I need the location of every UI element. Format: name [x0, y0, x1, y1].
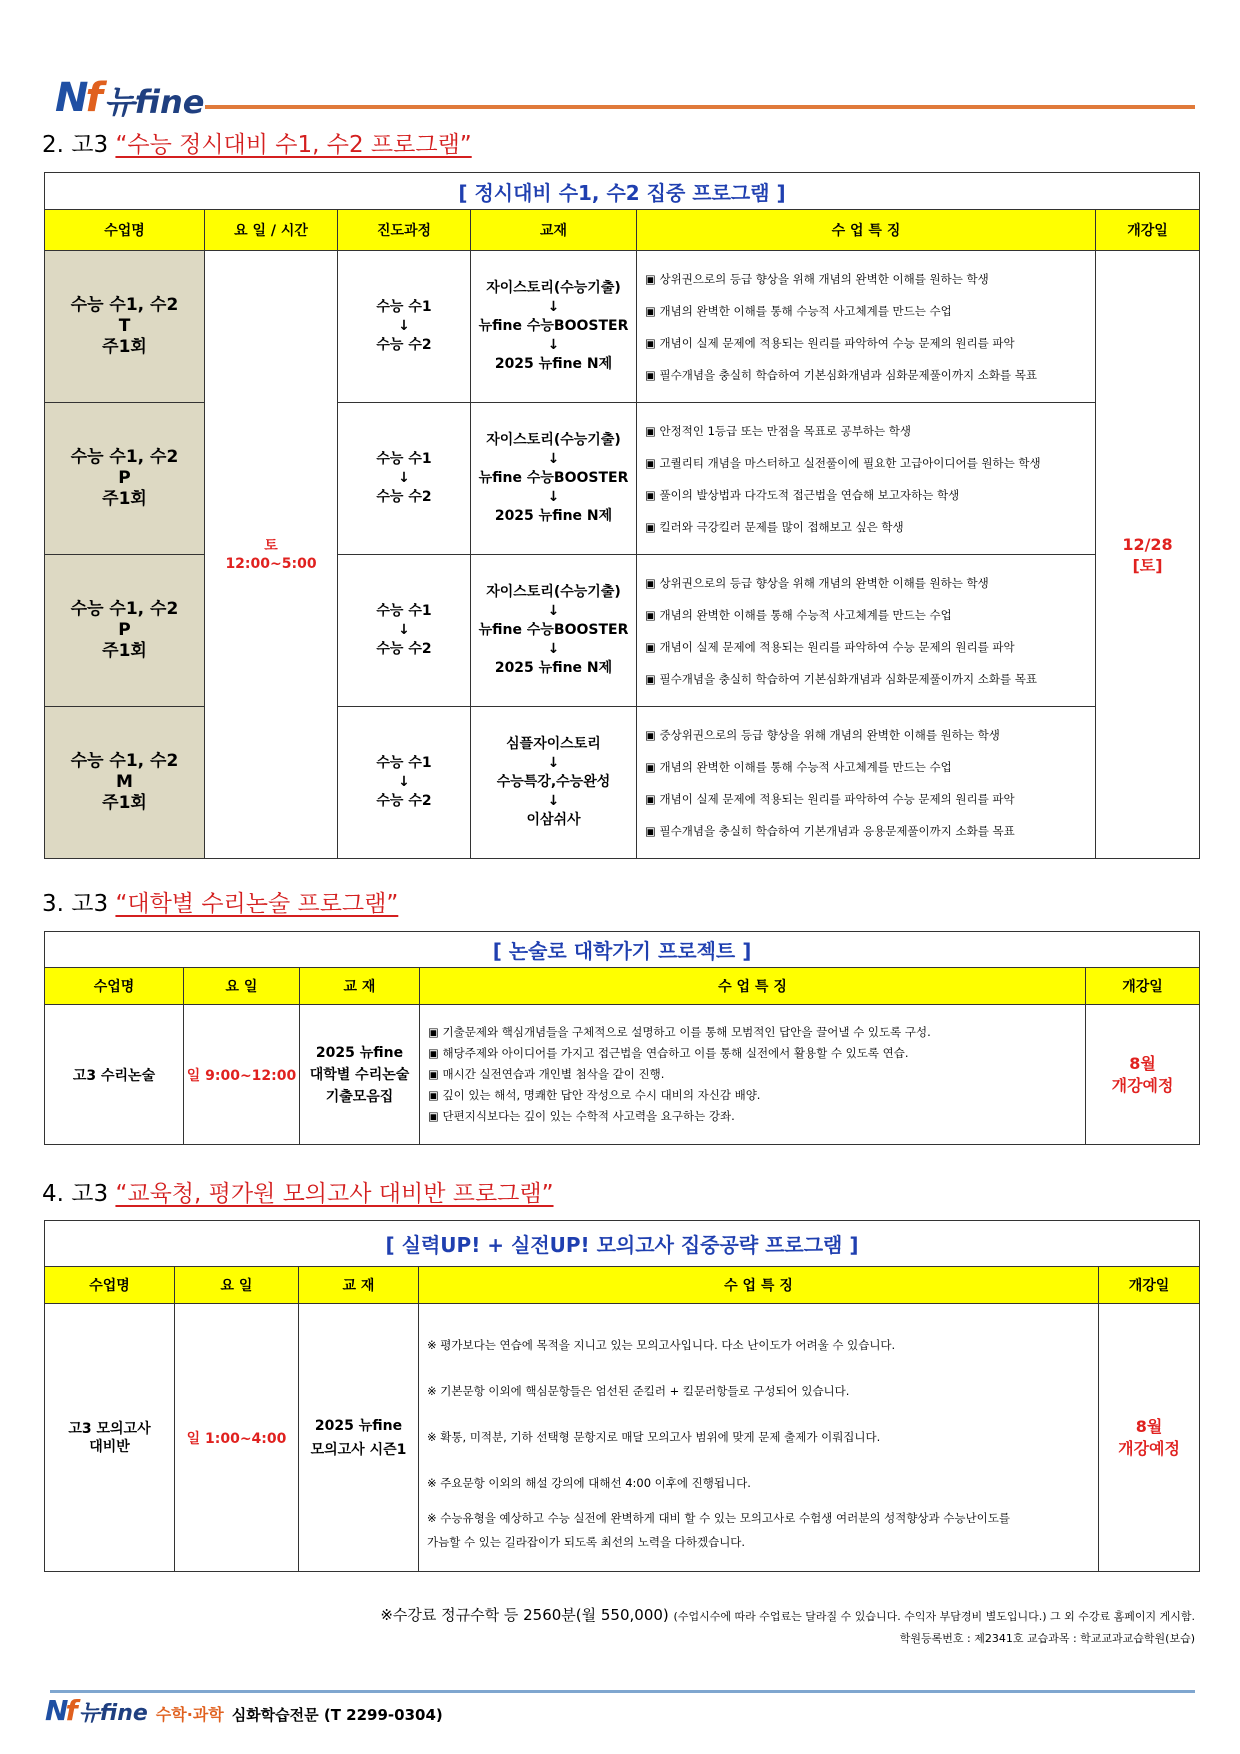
col-header: 교 재	[300, 968, 420, 1005]
textbooks: 자이스토리(수능기출) ↓ 뉴fine 수능BOOSTER ↓ 2025 뉴fine N제	[471, 403, 637, 555]
class-features: ▣ 중상위권으로의 등급 향상을 위해 개념의 완벽한 이해를 원하는 학생 ▣ 개념의 완벽한 이해를 통해 수능적 사고체계를 만드는 수업 ▣ 개념이 실제 문제에 적용되는 원리를 파악하여 수능 문제의 원리를 파악 ▣ 필수개념을 충실히 학습하여 기본개념과 응용문제풀이까지 소화를 목표	[637, 707, 1096, 859]
col-header: 진도과정	[338, 210, 471, 251]
class-features: ▣ 안정적인 1등급 또는 만점을 목표로 공부하는 학생 ▣ 고퀄리티 개념을 마스터하고 실전풀이에 필요한 고급아이디어를 원하는 학생 ▣ 풀이의 발상법과 다각도적 접근법을 연습해 보고자하는 학생 ▣ 킬러와 극강킬러 문제를 많이 접해보고 싶은 학생	[637, 403, 1096, 555]
registration-number: 학원등록번호 : 제2341호 교습과목 : 학교교과교습학원(보습)	[899, 1632, 1195, 1645]
section3-title: 3. 고3 “대학별 수리논술 프로그램”	[42, 891, 399, 917]
brand-logo	[55, 58, 205, 121]
col-header: 개강일	[1086, 968, 1200, 1005]
footer-subjects: 수학·과학	[155, 1705, 224, 1724]
progress-course: 수능 수1 ↓ 수능 수2	[338, 403, 471, 555]
col-header: 수 업 특 징	[637, 210, 1096, 251]
class-name: 수능 수1, 수2 T 주1회	[45, 251, 205, 403]
col-header: 수 업 특 징	[419, 1267, 1099, 1304]
col-header: 수업명	[45, 968, 184, 1005]
table-row	[45, 1005, 1200, 1145]
class-name: 고3 수리논술	[45, 1005, 184, 1145]
textbooks: 2025 뉴fine 모의고사 시즌1	[299, 1304, 419, 1572]
col-header: 개강일	[1099, 1267, 1200, 1304]
textbooks: 자이스토리(수능기출) ↓ 뉴fine 수능BOOSTER ↓ 2025 뉴fine N제	[471, 251, 637, 403]
logo-mark: Nf	[45, 1694, 75, 1727]
textbooks: 자이스토리(수능기출) ↓ 뉴fine 수능BOOSTER ↓ 2025 뉴fine N제	[471, 555, 637, 707]
col-header: 요 일	[175, 1267, 299, 1304]
col-header: 수 업 특 징	[420, 968, 1086, 1005]
class-features: ▣ 상위권으로의 등급 향상을 위해 개념의 완벽한 이해를 원하는 학생 ▣ 개념의 완벽한 이해를 통해 수능적 사고체계를 만드는 수업 ▣ 개념이 실제 문제에 적용되는 원리를 파악하여 수능 문제의 원리를 파악 ▣ 필수개념을 충실히 학습하여 기본심화개념과 심화문제풀이까지 소화를 목표	[637, 555, 1096, 707]
class-features: ▣ 기출문제와 핵심개념들을 구체적으로 설명하고 이를 통해 모범적인 답안을 끌어낼 수 있도록 구성. ▣ 해당주제와 아이디어를 가지고 접근법을 연습하고 이를 통해 실전에서 활용할 수 있도록 연습. ▣ 매시간 실전연습과 개인별 첨삭을 같이 진행. ▣ 깊이 있는 해석, 명쾌한 답안 작성으로 수시 대비의 자신감 배양. ▣ 단편지식보다는 깊이 있는 수학적 사고력을 요구하는 강좌.	[420, 1005, 1086, 1145]
section3-table	[44, 931, 1200, 1145]
table-row	[45, 251, 1200, 403]
start-date: 8월 개강예정	[1099, 1304, 1200, 1572]
class-name: 고3 모의고사 대비반	[45, 1304, 175, 1572]
col-header: 요 일	[184, 968, 300, 1005]
col-header: 교 재	[299, 1267, 419, 1304]
start-date: 12/28 [토]	[1096, 251, 1200, 859]
section4-table	[44, 1220, 1200, 1572]
col-header: 수업명	[45, 210, 205, 251]
section3-banner: [ 논술로 대학가기 프로젝트 ]	[45, 932, 1200, 968]
class-schedule: 일 1:00~4:00	[175, 1304, 299, 1572]
footer-divider	[50, 1690, 1195, 1693]
start-date: 8월 개강예정	[1086, 1005, 1200, 1145]
class-name: 수능 수1, 수2 M 주1회	[45, 707, 205, 859]
header-divider	[205, 105, 1195, 109]
section2-title: 2. 고3 “수능 정시대비 수1, 수2 프로그램”	[42, 132, 472, 158]
section4-title: 4. 고3 “교육청, 평가원 모의고사 대비반 프로그램”	[42, 1181, 554, 1207]
class-schedule: 토 12:00~5:00	[205, 251, 338, 859]
class-schedule: 일 9:00~12:00	[184, 1005, 300, 1145]
textbooks: 심플자이스토리 ↓ 수능특강,수능완성 ↓ 이삼쉬사	[471, 707, 637, 859]
section2-table	[44, 172, 1200, 859]
col-header: 요 일 / 시간	[205, 210, 338, 251]
progress-course: 수능 수1 ↓ 수능 수2	[338, 555, 471, 707]
section4-banner: [ 실력UP! + 실전UP! 모의고사 집중공략 프로그램 ]	[45, 1221, 1200, 1267]
progress-course: 수능 수1 ↓ 수능 수2	[338, 251, 471, 403]
tuition-note: ※수강료 정규수학 등 2560분(월 550,000) (수업시수에 따라 수업료는 달라질 수 있습니다. 수익자 부담경비 별도입니다.) 그 외 수강료 홈페이지 게시함.	[380, 1606, 1195, 1624]
table-row	[45, 1304, 1200, 1572]
class-features: ※ 평가보다는 연습에 목적을 지니고 있는 모의고사입니다. 다소 난이도가 어려울 수 있습니다. ※ 기본문항 이외에 핵심문항들은 엄선된 준킬러 + 킬문러항들로 구성되어 있습니다. ※ 확통, 미적분, 기하 선택형 문항지로 매달 모의고사 범위에 맞게 문제 출제가 이뤄집니다. ※ 주요문항 이외의 해설 강의에 대해선 4:00 이후에 진행됩니다. ※ 수능유형을 예상하고 수능 실전에 완벽하게 대비 할 수 있는 모의고사로 수험생 여러분의 성적향상과 수능난이도를 가늠할 수 있는 길라잡이가 되도록 최선의 노력을 다하겠습니다.	[419, 1304, 1099, 1572]
class-features: ▣ 상위권으로의 등급 향상을 위해 개념의 완벽한 이해를 원하는 학생 ▣ 개념의 완벽한 이해를 통해 수능적 사고체계를 만드는 수업 ▣ 개념이 실제 문제에 적용되는 원리를 파악하여 수능 문제의 원리를 파악 ▣ 필수개념을 충실히 학습하여 기본심화개념과 심화문제풀이까지 소화를 목표	[637, 251, 1096, 403]
class-name: 수능 수1, 수2 P 주1회	[45, 403, 205, 555]
section2-banner: [ 정시대비 수1, 수2 집중 프로그램 ]	[45, 173, 1200, 210]
footer-logo-text: 뉴fine	[78, 1701, 148, 1726]
logo-text: 뉴fine	[103, 83, 205, 121]
progress-course: 수능 수1 ↓ 수능 수2	[338, 707, 471, 859]
footer-description: 심화학습전문 (T 2299-0304)	[231, 1706, 443, 1724]
col-header: 교재	[471, 210, 637, 251]
footer-brand	[45, 1694, 443, 1727]
col-header: 개강일	[1096, 210, 1200, 251]
logo-mark: Nf	[55, 75, 100, 121]
textbooks: 2025 뉴fine 대학별 수리논술 기출모음집	[300, 1005, 420, 1145]
class-name: 수능 수1, 수2 P 주1회	[45, 555, 205, 707]
col-header: 수업명	[45, 1267, 175, 1304]
